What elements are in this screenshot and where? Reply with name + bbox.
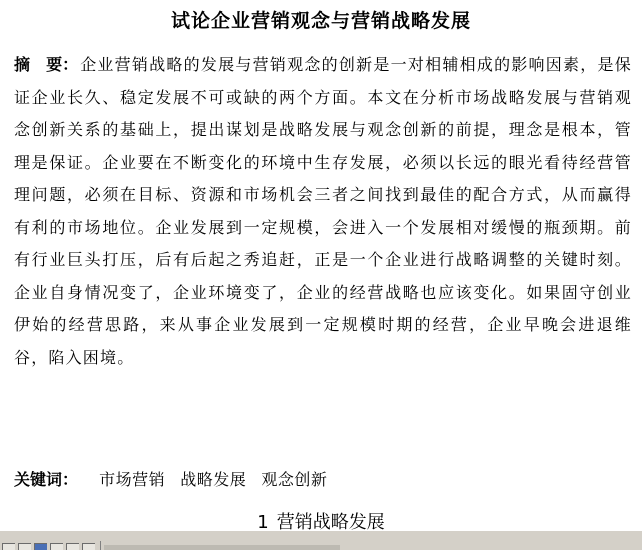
section-heading	[0, 508, 642, 530]
abstract-text: 企业营销战略的发展与营销观念的创新是一对相辅相成的影响因素，是保证企业长久、稳定发展不可或缺的两个方面。本文在分析市场战略发展与营销观念创新关系的基础上，提出谋划是战略发展与观念创新的前提，理念是根本，管理是保证。企业要在不断变化的环境中生存发展，必须以长远的眼光看待经营管理问题，必须在目标、资源和市场机会三者之间找到最佳的配合方式，从而赢得有利的市场地位。企业发展到一定规模，会进入一个发展相对缓慢的瓶颈期。前有行业巨头打压，后有后起之秀追赶，正是一个企业进行战略调整的关键时刻。企业自身情况变了，企业环境变了，企业的经营战略也应该变化。如果固守创业伊始的经营思路，来从事企业发展到一定规模时期的经营，企业早晚会进退维谷，陷入困境。	[14, 55, 632, 367]
keyword-item: 观念创新	[261, 470, 328, 489]
view-buttons	[2, 543, 95, 550]
keyword-item: 市场营销	[99, 470, 166, 489]
section-title: 营销战略发展	[276, 512, 385, 530]
document-title: 试论企业营销观念与营销战略发展	[170, 10, 471, 32]
print-view-icon[interactable]	[34, 543, 47, 550]
keyword-item: 战略发展	[180, 470, 247, 489]
web-view-icon[interactable]	[18, 543, 31, 550]
outline-view-icon[interactable]	[50, 543, 63, 550]
layout-icon[interactable]	[82, 543, 95, 550]
keywords-label: 关键词：	[14, 470, 79, 489]
bottom-toolbar	[0, 530, 642, 550]
normal-view-icon[interactable]	[2, 543, 15, 550]
reading-view-icon[interactable]	[66, 543, 79, 550]
abstract-paragraph	[14, 49, 632, 374]
horizontal-scrollbar[interactable]	[104, 545, 340, 550]
section-number: 1	[257, 512, 269, 530]
abstract-label: 摘 要：	[14, 55, 79, 74]
keywords-line	[14, 464, 327, 496]
toolbar-divider	[100, 541, 101, 550]
